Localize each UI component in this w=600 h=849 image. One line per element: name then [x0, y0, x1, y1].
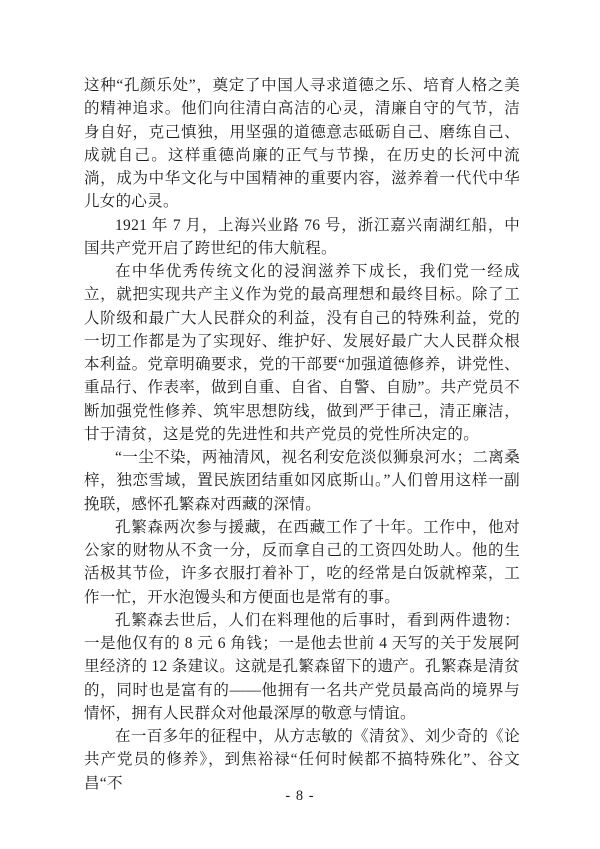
paragraph-1921-red-boat: 1921 年 7 月，上海兴业路 76 号，浙江嘉兴南湖红船，中国共产党开启了跨世纪的伟大航程。: [84, 216, 520, 257]
document-body-text: [84, 74, 520, 795]
paragraph-party-ideals: 在中华优秀传统文化的浸润滋养下成长，我们党一经成立，就把实现共产主义作为党的最高理想和最终目标。除了工人阶级和最广大人民群众的利益，没有自己的特殊利益，党的一切工作都是为了实现好、维护好、发展好最广大人民群众根本利益。党章明确要求，党的干部要“加强道德修养，讲党性、重品行、作表率，做到自重、自省、自警、自励”。共产党员不断加强党性修养、筑牢思想防线，做到严于律己，清正廉洁，甘于清贫，这是党的先进性和共产党员的党性所决定的。: [84, 263, 520, 443]
paragraph-continuation-moral-pursuit: 这种“孔颜乐处”，奠定了中国人寻求道德之乐、培育人格之美的精神追求。他们向往清白高洁的心灵，清廉自守的气节，洁身自好，克己慎独，用坚强的道德意志砥砺自己、磨练自己、成就自己。这样重德尚廉的正气与节操，在历史的长河中流淌，成为中华文化与中国精神的重要内容，滋养着一代代中华儿女的心灵。: [84, 77, 520, 211]
page-number: - 8 -: [285, 788, 315, 804]
paragraph-kong-fansen-legacy: 孔繁森去世后，人们在料理他的后事时，看到两件遗物：一是他仅有的 8 元 6 角钱；一是他去世前 4 天写的关于发展阿里经济的 12 条建议。这就是孔繁森留下的遗产。孔繁森是清贫的，同时也是富有的——他拥有一名共产党员最高尚的境界与情怀，拥有人民群众对他最深厚的敬意与情谊。: [84, 611, 520, 722]
paragraph-kong-fansen-tibet: 孔繁森两次参与援藏，在西藏工作了十年。工作中，他对公家的财物从不贪一分，反而拿自己的工资四处助人。他的生活极其节俭，许多衣服打着补丁，吃的经常是白饭就榨菜，工作一忙，开水泡馒头和方便面也是常有的事。: [84, 518, 520, 606]
paragraph-century-journey: 在一百多年的征程中，从方志敏的《清贫》、刘少奇的《论共产党员的修养》，到焦裕禄“任何时候都不搞特殊化”、谷文昌“不: [84, 728, 520, 792]
paragraph-elegiac-couplet: “一尘不染，两袖清风，视名利安危淡似狮泉河水；二离桑梓，独恋雪域，置民族团结重如冈底斯山。”人们曾用这样一副挽联，感怀孔繁森对西藏的深情。: [84, 449, 520, 513]
